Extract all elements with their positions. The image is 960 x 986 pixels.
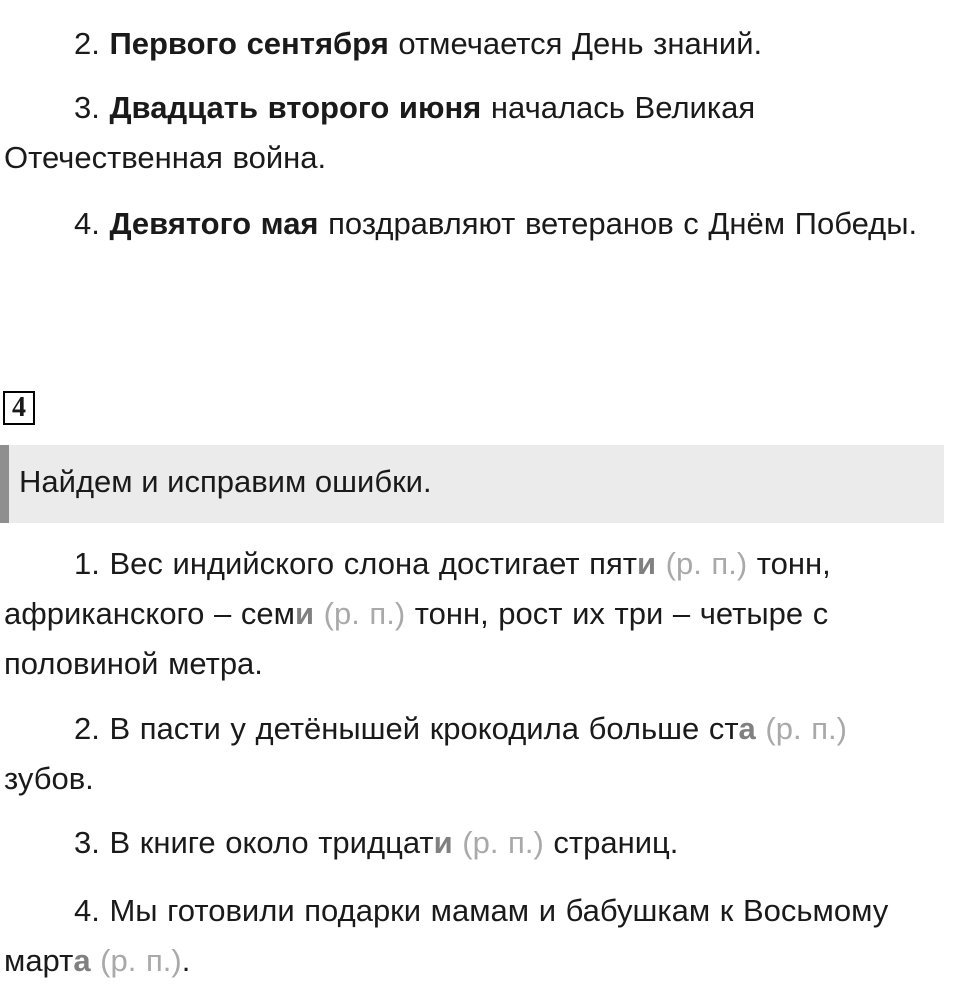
case-hint: (р. п.) (656, 546, 748, 581)
sentence-text: 2. В пасти у детёнышей крокодила больше ст (74, 711, 739, 746)
task-number-badge: 4 (3, 391, 35, 425)
answer-item-4 (4, 886, 939, 986)
answer-item-1 (4, 539, 939, 689)
item-number: 2. (74, 26, 110, 61)
date-phrase: Первого сентября (109, 26, 389, 61)
sentence-text: 1. Вес индийского слона достигает пят (74, 546, 637, 581)
item-number: 3. (74, 90, 110, 125)
case-hint: (р. п.) (314, 596, 406, 631)
prev-item-2 (4, 19, 939, 69)
sentence-text: страниц. (543, 825, 679, 860)
sentence-text: поздравляют ветеранов с Днём Победы. (318, 206, 918, 241)
corrected-ending: и (636, 546, 657, 581)
answer-item-2 (4, 704, 939, 804)
sentence-text: . (181, 943, 191, 978)
corrected-ending: а (73, 943, 91, 978)
task-instruction: Найдем и исправим ошибки. (19, 464, 432, 499)
sentence-text: началась Великая Отечественная война. (4, 90, 756, 175)
sentence-text: 4. Мы готовили подарки мамам и бабушкам к Восьмому март (4, 893, 889, 978)
task-instruction-box (0, 445, 944, 523)
sentence-text: отмечается День знаний. (388, 26, 763, 61)
answer-item-3 (4, 818, 939, 868)
prev-item-3 (4, 83, 939, 183)
date-phrase: Двадцать второго июня (109, 90, 482, 125)
item-number: 4. (74, 206, 110, 241)
prev-item-4 (4, 199, 939, 249)
corrected-ending: и (433, 825, 453, 860)
corrected-ending: и (294, 596, 315, 631)
case-hint: (р. п.) (755, 711, 847, 746)
date-phrase: Девятого мая (109, 206, 319, 241)
corrected-ending: а (738, 711, 756, 746)
sentence-text: тонн, африканского – сем (4, 546, 831, 631)
sentence-text: 3. В книге около тридцат (74, 825, 434, 860)
case-hint: (р. п.) (452, 825, 544, 860)
sentence-text: тонн, рост их три – четыре с половиной метра. (4, 596, 829, 681)
case-hint: (р. п.) (90, 943, 182, 978)
sentence-text: зубов. (4, 761, 94, 796)
